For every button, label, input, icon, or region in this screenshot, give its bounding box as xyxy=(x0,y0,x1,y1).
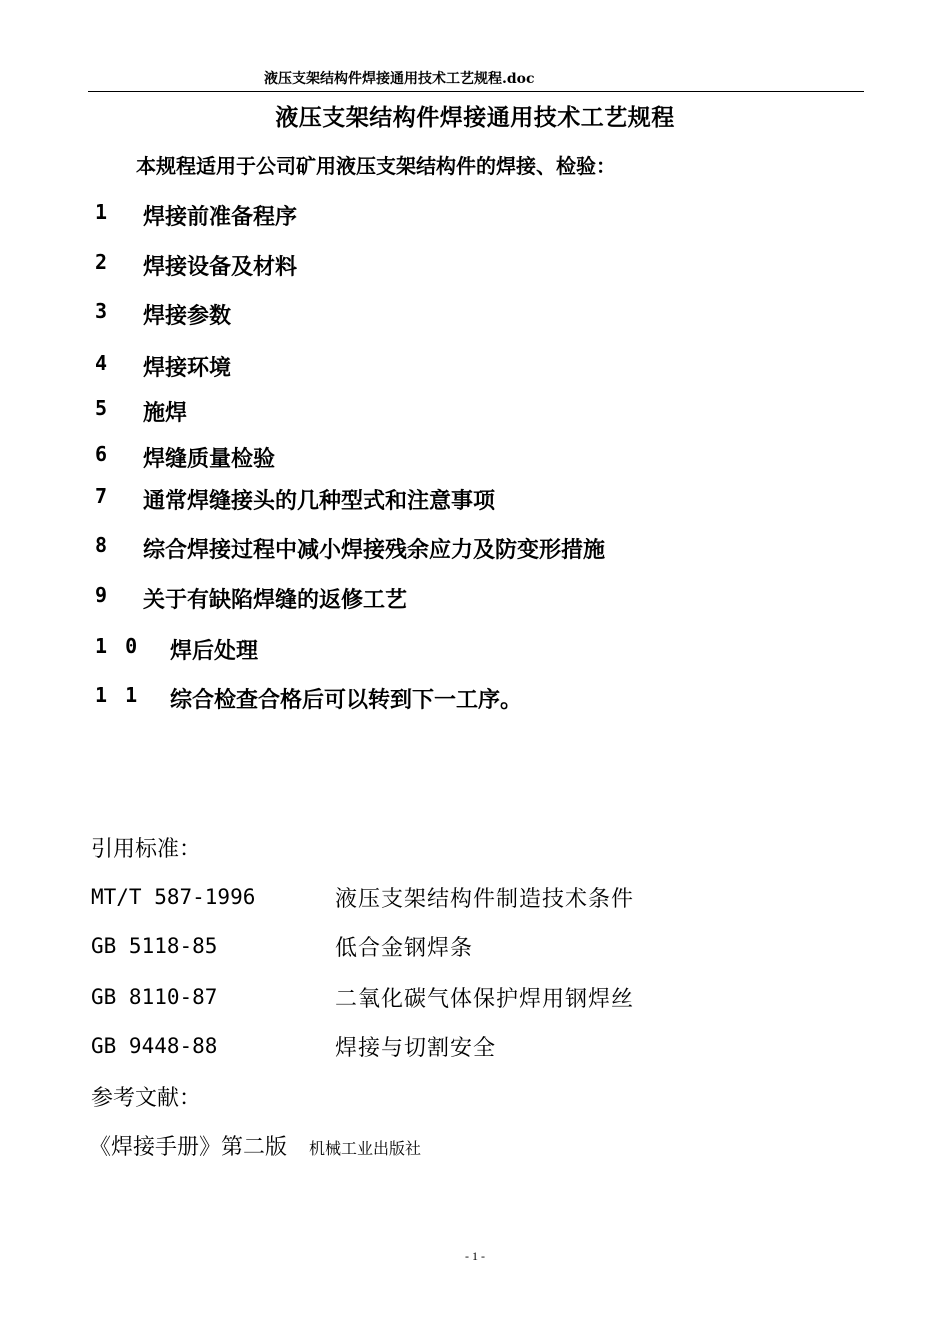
page-header xyxy=(88,64,864,92)
standard-code: GB 8110-87 xyxy=(91,985,218,1009)
toc-label: 焊接前准备程序 xyxy=(143,204,298,230)
standard-row xyxy=(91,882,791,914)
toc-label: 施焊 xyxy=(143,400,188,426)
standard-row xyxy=(91,982,791,1014)
toc-label: 焊接参数 xyxy=(143,303,232,329)
book-title: 《焊接手册》第二版 xyxy=(89,1135,288,1160)
toc-label: 焊后处理 xyxy=(170,638,259,664)
toc-number: 8 xyxy=(95,533,111,557)
toc-label: 焊接设备及材料 xyxy=(143,254,298,280)
toc-label: 综合焊接过程中减小焊接残余应力及防变形措施 xyxy=(143,537,606,563)
toc-label: 焊接环境 xyxy=(143,355,232,381)
toc-number: 1 xyxy=(95,200,111,224)
standard-code: GB 5118-85 xyxy=(91,934,218,958)
literature-label: 参考文献： xyxy=(91,1086,202,1111)
standard-name: 二氧化碳气体保护焊用钢焊丝 xyxy=(335,987,635,1012)
toc-number: 5 xyxy=(95,396,111,420)
toc-number: 2 xyxy=(95,250,111,274)
standard-name: 焊接与切割安全 xyxy=(335,1036,497,1061)
standard-code: GB 9448-88 xyxy=(91,1034,218,1058)
literature-entry xyxy=(89,1130,421,1161)
toc-number: 9 xyxy=(95,583,111,607)
document-title: 液压支架结构件焊接通用技术工艺规程 xyxy=(275,104,675,131)
standard-row xyxy=(91,931,791,963)
toc-number: 1 0 xyxy=(95,634,141,658)
standard-code: MT/T 587-1996 xyxy=(91,885,256,909)
toc-number: 1 1 xyxy=(95,683,141,707)
toc-label: 通常焊缝接头的几种型式和注意事项 xyxy=(143,488,496,514)
header-filename: 液压支架结构件焊接通用技术工艺规程.doc xyxy=(264,71,535,87)
standard-row xyxy=(91,1031,791,1063)
toc-label: 关于有缺陷焊缝的返修工艺 xyxy=(143,587,408,613)
toc-number: 7 xyxy=(95,484,111,508)
toc-label: 综合检查合格后可以转到下一工序。 xyxy=(170,687,523,713)
toc-label: 焊缝质量检验 xyxy=(143,446,276,472)
page-number: - 1 - xyxy=(465,1249,485,1263)
toc-number: 6 xyxy=(95,442,111,466)
intro-paragraph: 本规程适用于公司矿用液压支架结构件的焊接、检验： xyxy=(136,154,616,178)
standard-name: 液压支架结构件制造技术条件 xyxy=(335,887,635,912)
toc-number: 4 xyxy=(95,351,111,375)
references-label: 引用标准： xyxy=(91,837,202,862)
toc-number: 3 xyxy=(95,299,111,323)
book-publisher: 机械工业出版社 xyxy=(309,1139,422,1158)
standard-name: 低合金钢焊条 xyxy=(335,936,474,961)
